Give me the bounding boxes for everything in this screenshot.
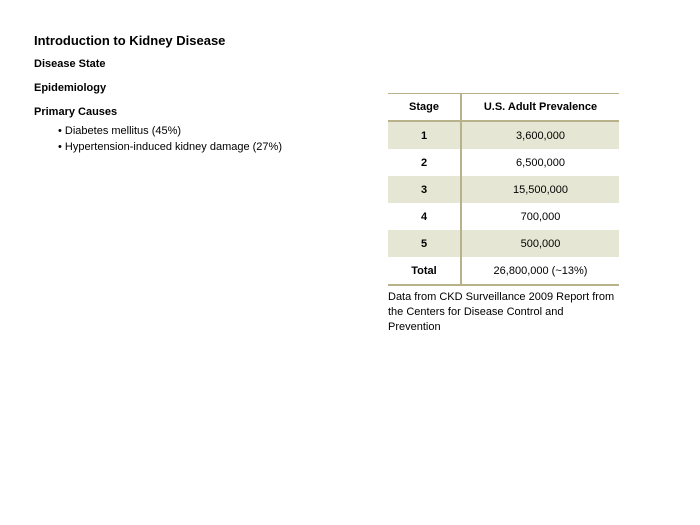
table-row xyxy=(388,121,619,149)
table-row xyxy=(388,203,619,230)
table-row xyxy=(388,176,619,203)
prevalence-cell: 500,000 xyxy=(461,230,619,257)
prevalence-cell: 15,500,000 xyxy=(461,176,619,203)
section-primary-causes: Primary Causes xyxy=(34,106,118,118)
section-disease-state: Disease State xyxy=(34,58,106,70)
prevalence-cell-total: 26,800,000 (~13%) xyxy=(461,257,619,285)
cause-item: • Diabetes mellitus (45%) xyxy=(58,123,282,139)
prevalence-cell: 6,500,000 xyxy=(516,156,565,169)
stage-cell: 2 xyxy=(388,149,461,176)
table-row xyxy=(388,149,619,176)
stage-cell: 5 xyxy=(388,230,461,257)
prevalence-table-block xyxy=(388,93,619,335)
stage-cell-total: Total xyxy=(388,257,461,285)
stage-cell: 3 xyxy=(388,176,461,203)
source-note-line: the Centers for Disease Control and Prevention xyxy=(388,306,564,333)
prevalence-cell: 3,600,000 xyxy=(461,121,619,149)
table-row-total xyxy=(388,257,619,285)
stage-cell: 4 xyxy=(388,203,461,230)
cause-item: • Hypertension-induced kidney damage (27%) xyxy=(58,139,282,155)
page-title: Introduction to Kidney Disease xyxy=(34,33,226,48)
header-prevalence: U.S. Adult Prevalence xyxy=(461,94,619,122)
prevalence-table xyxy=(388,93,619,286)
source-note-line: Data from CKD Surveillance 2009 Report from xyxy=(388,291,615,303)
stage-cell: 1 xyxy=(388,121,461,149)
header-stage: Stage xyxy=(388,94,461,122)
source-note xyxy=(388,290,619,335)
table-header-row xyxy=(388,94,619,122)
prevalence-cell: 700,000 xyxy=(520,210,561,223)
table-row xyxy=(388,230,619,257)
causes-list xyxy=(58,123,282,155)
section-epidemiology: Epidemiology xyxy=(34,82,107,94)
